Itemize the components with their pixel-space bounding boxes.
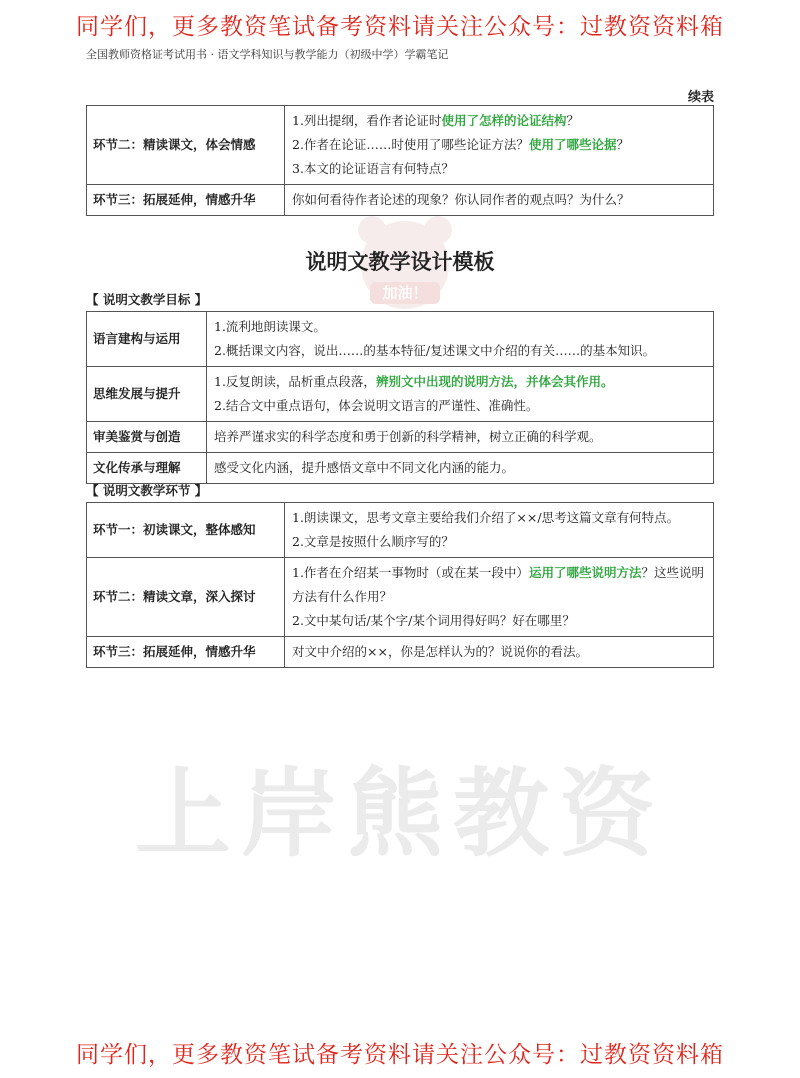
table-row — [87, 503, 714, 558]
line-text: 1.朗读课文，思考文章主要给我们介绍了××/思考这篇文章有何特点。 — [292, 510, 680, 525]
content-line — [292, 530, 706, 554]
row-content — [207, 312, 714, 367]
line-text: 感受文化内涵，提升感悟文章中不同文化内涵的能力。 — [214, 460, 515, 475]
argument-continued-table — [86, 105, 714, 216]
row-content — [285, 558, 714, 637]
goals-table — [86, 311, 714, 484]
line-text: 2.文中某句话/某个字/某个词用得好吗？好在哪里？ — [292, 613, 575, 628]
content-line — [292, 188, 706, 212]
row-content — [207, 453, 714, 484]
content-line — [292, 609, 706, 633]
line-text: 你如何看待作者论述的现象？你认同作者的观点吗？为什么？ — [292, 192, 630, 207]
content-line — [292, 640, 706, 664]
highlight-text: 使用了哪些论据 — [528, 137, 617, 152]
steps-section-label: 【 说明文教学环节 】 — [86, 483, 208, 498]
line-text: 2.结合文中重点语句，体会说明文语言的严谨性、准确性。 — [214, 398, 539, 413]
line-text: 1.作者在介绍某一事物时（或在某一段中） — [292, 565, 529, 580]
highlight-text: 辨别文中出现的说明方法，并体会其作用。 — [375, 374, 614, 389]
content-line — [292, 109, 706, 133]
row-content — [285, 637, 714, 668]
row-label: 环节三：拓展延伸，情感升华 — [87, 185, 285, 216]
table-row — [87, 367, 714, 422]
line-text: ？ — [566, 113, 579, 128]
table-row — [87, 453, 714, 484]
row-label: 审美鉴赏与创造 — [87, 422, 207, 453]
line-text: 对文中介绍的××，你是怎样认为的？说说你的看法。 — [292, 644, 588, 659]
table-row — [87, 637, 714, 668]
line-text: 1.反复朗读，品析重点段落， — [214, 374, 376, 389]
line-text: 2.文章是按照什么顺序写的？ — [292, 534, 454, 549]
section-title: 说明文教学设计模板 — [305, 250, 495, 274]
highlight-text: 使用了怎样的论证结构 — [441, 113, 567, 128]
table-row — [87, 422, 714, 453]
book-subtitle: 全国教师资格证考试用书 · 语文学科知识与教学能力（初级中学）学霸笔记 — [86, 48, 449, 61]
content-line — [292, 561, 706, 609]
content-line — [214, 339, 706, 363]
line-text: 培养严谨求实的科学态度和勇于创新的科学精神，树立正确的科学观。 — [214, 429, 602, 444]
line-text: 1.流利地朗读课文。 — [214, 319, 326, 334]
row-label: 文化传承与理解 — [87, 453, 207, 484]
line-text: ？这些说明方法有什么作用？ — [292, 565, 704, 604]
line-text: 1.列出提纲，看作者论证时 — [292, 113, 442, 128]
table-row — [87, 558, 714, 637]
continued-label: 续表 — [687, 90, 714, 105]
promo-banner-top: 同学们，更多教资笔试备考资料请关注公众号：过教资资料箱 — [76, 14, 724, 40]
goals-section-label: 【 说明文教学目标 】 — [86, 292, 208, 307]
highlight-text: 运用了哪些说明方法 — [528, 565, 642, 580]
content-line — [292, 133, 706, 157]
row-content — [285, 106, 714, 185]
row-label: 环节二：精读文章，深入探讨 — [87, 558, 285, 637]
row-label: 环节一：初读课文，整体感知 — [87, 503, 285, 558]
row-content — [207, 422, 714, 453]
row-label: 环节三：拓展延伸，情感升华 — [87, 637, 285, 668]
steps-table — [86, 502, 714, 668]
table-row — [87, 185, 714, 216]
content-line — [292, 157, 706, 181]
row-label: 思维发展与提升 — [87, 367, 207, 422]
content-line — [214, 370, 706, 394]
promo-banner-bottom: 同学们，更多教资笔试备考资料请关注公众号：过教资资料箱 — [76, 1042, 724, 1068]
line-text: ？ — [616, 137, 629, 152]
watermark-text: 上岸熊教资 — [135, 758, 665, 870]
content-line — [214, 456, 706, 480]
content-line — [214, 394, 706, 418]
table-row — [87, 106, 714, 185]
row-content — [207, 367, 714, 422]
content-line — [292, 506, 706, 530]
row-label: 语言建构与运用 — [87, 312, 207, 367]
row-content — [285, 503, 714, 558]
content-line — [214, 425, 706, 449]
table-row — [87, 312, 714, 367]
content-line — [214, 315, 706, 339]
row-label: 环节二：精读课文，体会情感 — [87, 106, 285, 185]
row-content — [285, 185, 714, 216]
line-text: 2.作者在论证……时使用了哪些论证方法？ — [292, 137, 529, 152]
line-text: 3.本文的论证语言有何特点？ — [292, 161, 454, 176]
line-text: 2.概括课文内容，说出……的基本特征/复述课文中介绍的有关……的基本知识。 — [214, 343, 656, 358]
mascot-badge-text: 加油！ — [382, 284, 428, 302]
